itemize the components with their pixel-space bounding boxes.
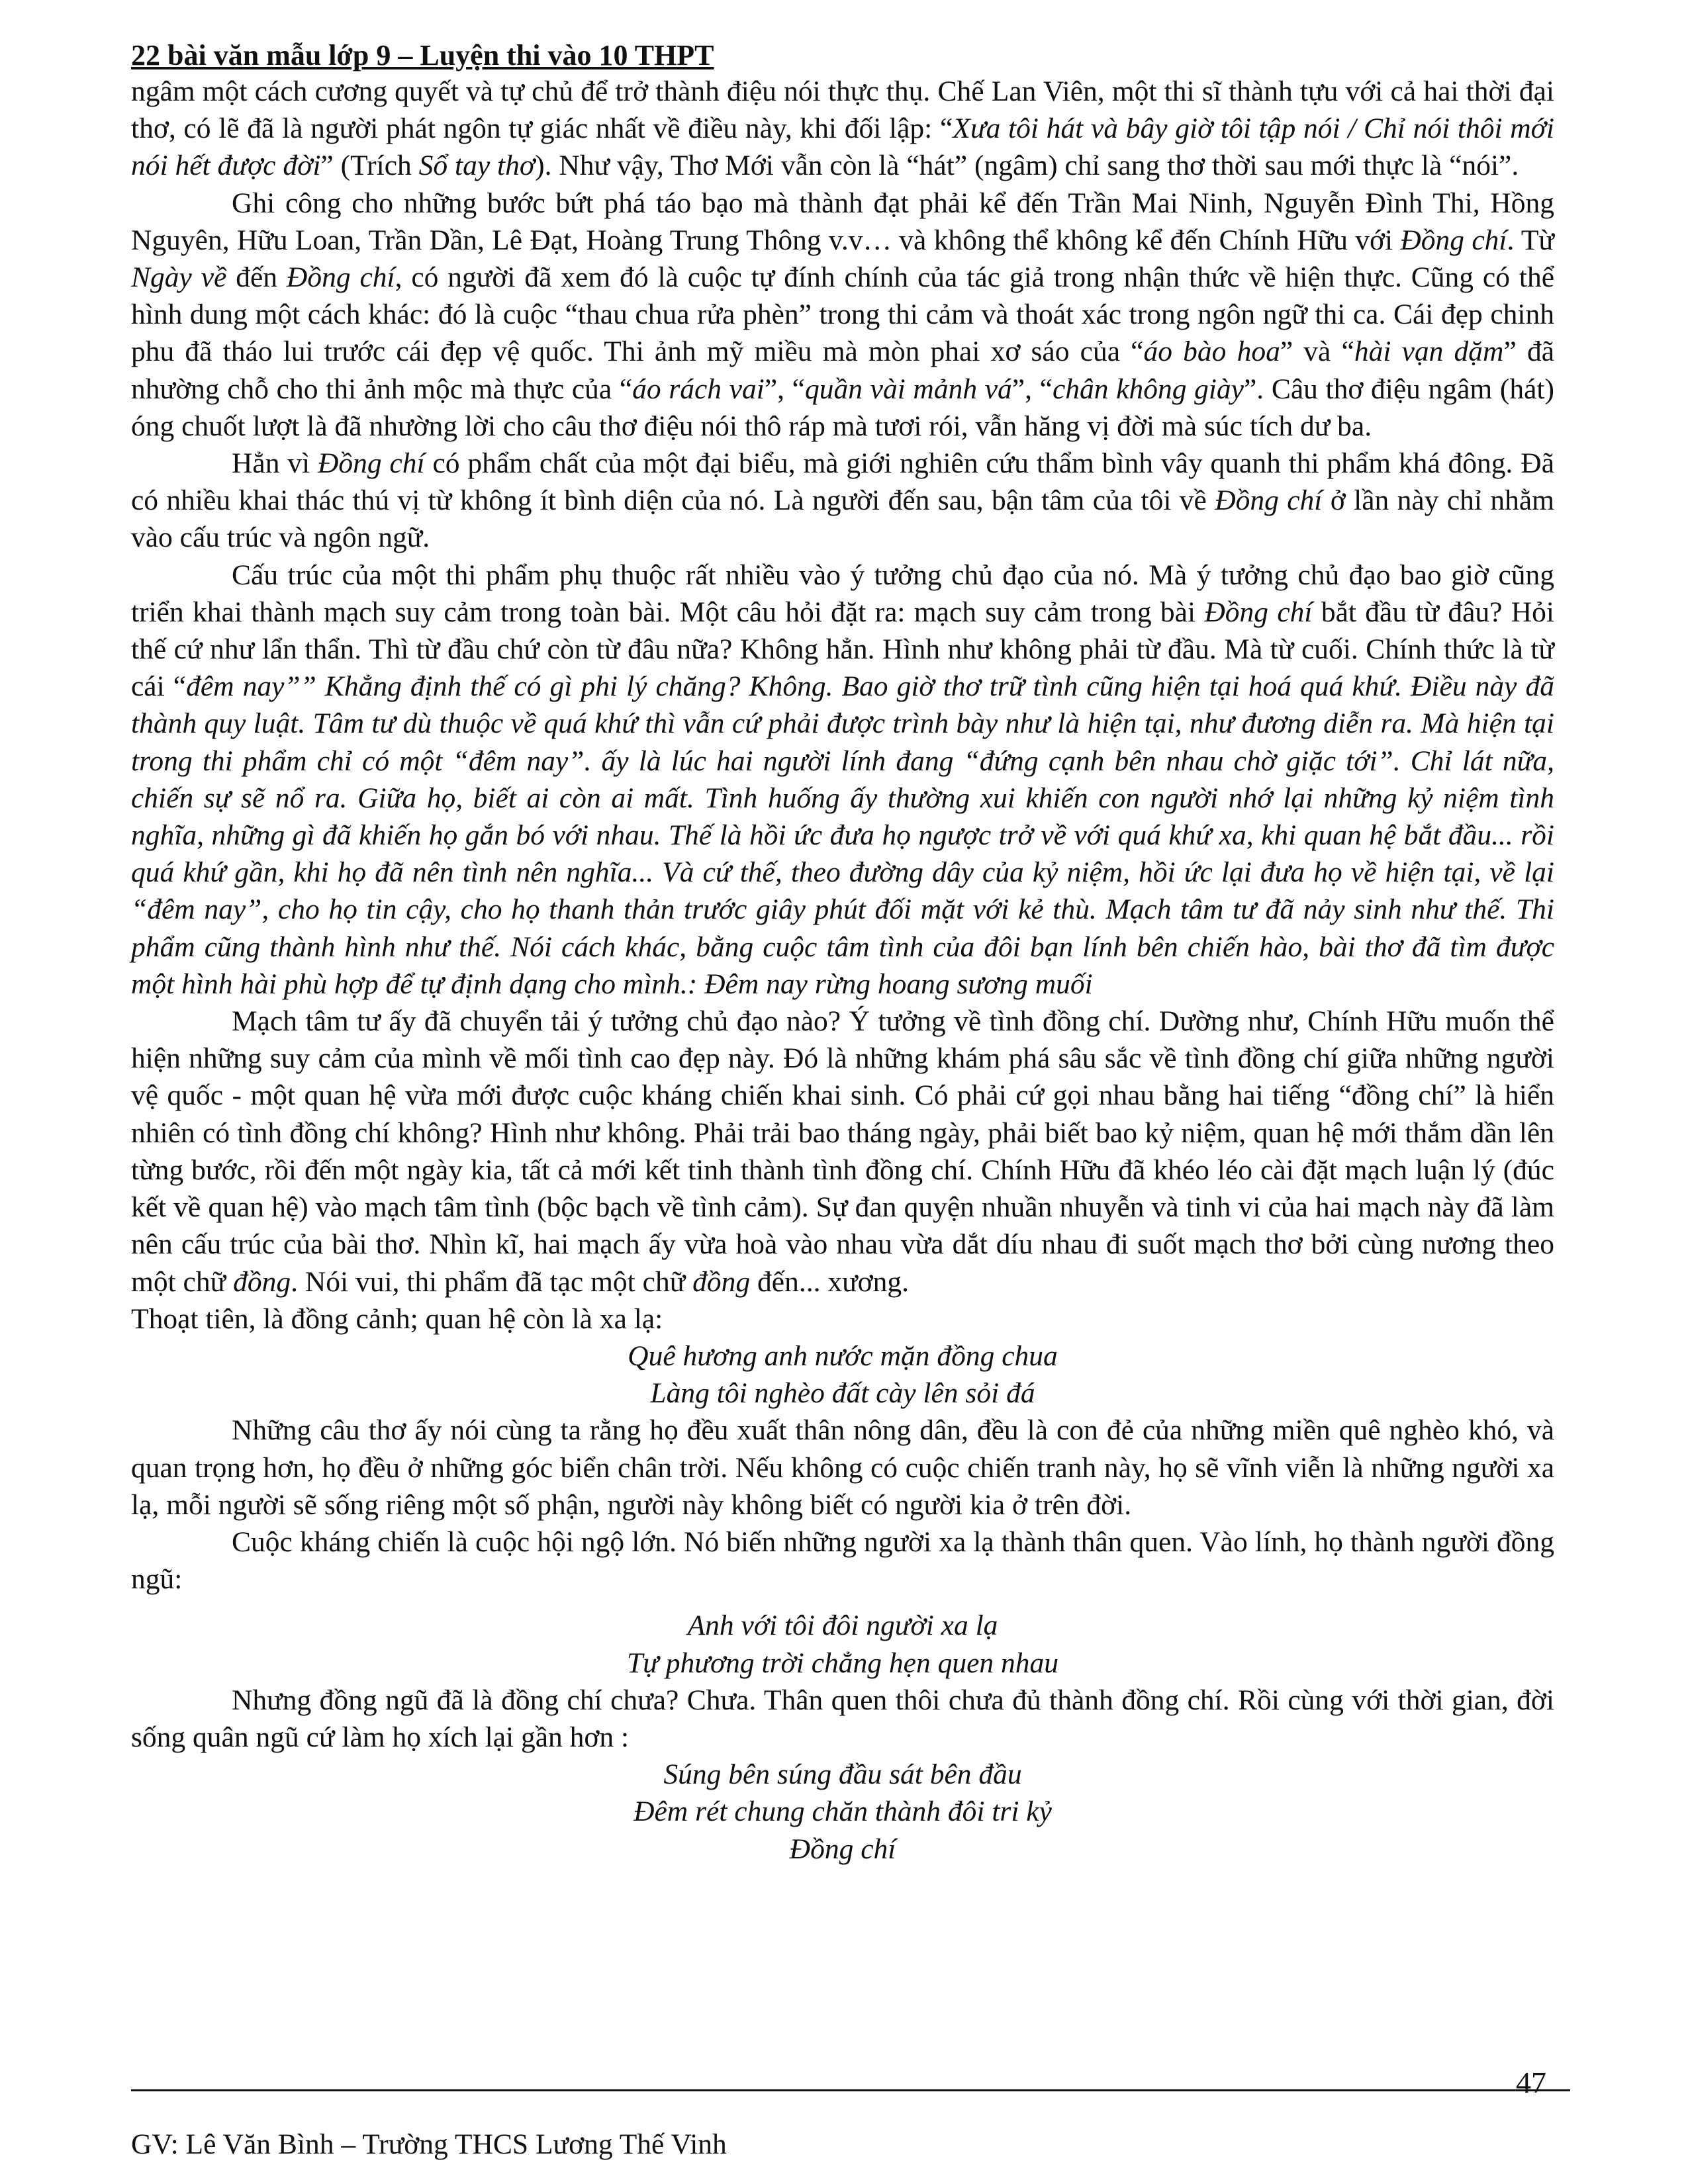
paragraph-8: Cuộc kháng chiến là cuộc hội ngộ lớn. Nó biến những người xa lạ thành thân quen. Vào lính, họ thành người đồng ngũ: <box>131 1525 1554 1596</box>
paragraph-9: Nhưng đồng ngũ đã là đồng chí chưa? Chưa. Thân quen thôi chưa đủ thành đồng chí. Rồi cùng với thời gian, đời sống quân ngũ cứ làm họ xích lại gần hơn : <box>131 1684 1554 1753</box>
paragraph-3: Hẳn vì Đồng chí có phẩm chất của một đại biểu, mà giới nghiên cứu thẩm bình vây quanh thi phẩm khá đông. Đã có nhiều khai thác thú vị từ không ít bình diện của nó. Là người đến sau, bận tâm của tôi về Đồng chí ở lần này chỉ nhằm vào cấu trúc và ngôn ngữ. <box>131 447 1554 554</box>
footer-divider <box>131 2089 1570 2091</box>
verse-line: Quê hương anh nước mặn đồng chua <box>628 1340 1058 1372</box>
verse-line: Tự phương trời chẳng hẹn quen nhau <box>626 1647 1059 1679</box>
paragraph-6: Thoạt tiên, là đồng cảnh; quan hệ còn là xa lạ: <box>131 1302 663 1335</box>
verse-line: Đồng chí <box>789 1833 896 1865</box>
page-number: 47 <box>1516 2066 1546 2099</box>
page-footer: GV: Lê Văn Bình – Trường THCS Lương Thế Vinh <box>131 2128 727 2160</box>
paragraph-7: Những câu thơ ấy nói cùng ta rằng họ đều xuất thân nông dân, đều là con đẻ của những miền quê nghèo khó, và quan trọng hơn, họ đều ở những góc biển chân trời. Nếu không có cuộc chiến tranh này, họ sẽ vĩnh viễn là những người xa lạ, mỗi người sẽ sống riêng một số phận, người này không biết có người kia ở trên đời. <box>131 1414 1554 1521</box>
paragraph-2: Ghi công cho những bước bứt phá táo bạo mà thành đạt phải kể đến Trần Mai Ninh, Nguyễn Đình Thi, Hồng Nguyên, Hữu Loan, Trần Dần, Lê Đạt, Hoàng Trung Thông v.v… và không thể không kể đến Chính Hữu với Đồng chí. Từ Ngày về đến Đồng chí, có người đã xem đó là cuộc tự đính chính của tác giả trong nhận thức về hiện thực. Cũng có thể hình dung một cách khác: đó là cuộc “thau chua rửa phèn” trong thi cảm và thoát xác trong ngôn ngữ thi ca. Cái đẹp chinh phu đã tháo lui trước cái đẹp vệ quốc. Thi ảnh mỹ miều mà mòn phai xơ sáo của “áo bào hoa” và “hài vạn dặm” đã nhường chỗ cho thi ảnh mộc mà thực của “áo rách vai”, “quần vài mảnh vá”, “chân không giày”. Câu thơ điệu ngâm (hát) óng chuốt lượt là đã nhường lời cho câu thơ điệu nói thô ráp mà tươi rói, vẫn hăng vị đời mà súc tích dư ba. <box>131 187 1555 442</box>
paragraph-5: Mạch tâm tư ấy đã chuyển tải ý tưởng chủ đạo nào? Ý tưởng về tình đồng chí. Dường như, Chính Hữu muốn thể hiện những suy cảm của mình về mối tình cao đẹp này. Đó là những khám phá sâu sắc về tình đồng chí giữa những người vệ quốc - một quan hệ vừa mới được cuộc kháng chiến khai sinh. Có phải cứ gọi nhau bằng hai tiếng “đồng chí” là hiển nhiên có tình đồng chí không? Hình như không. Phải trải bao tháng ngày, phải biết bao kỷ niệm, quan hệ mới thắm dần lên từng bước, rồi đến một ngày kia, tất cả mới kết tinh thành tình đồng chí. Chính Hữu đã khéo léo cài đặt mạch luận lý (đúc kết về quan hệ) vào mạch tâm tình (bộc bạch về tình cảm). Sự đan quyện nhuần nhuyễn và tinh vi của hai mạch này đã làm nên cấu trúc của bài thơ. Nhìn kĩ, hai mạch ấy vừa hoà vào nhau vừa dắt díu nhau đi suốt mạch thơ bởi cùng nương theo một chữ đồng. Nói vui, thi phẩm đã tạc một chữ đồng đến... xương. <box>131 1005 1554 1298</box>
paragraph-1: ngâm một cách cương quyết và tự chủ để trở thành điệu nói thực thụ. Chế Lan Viên, một thi sĩ thành tựu với cả hai thời đại thơ, có lẽ đã là người phát ngôn tự giác nhất về điều này, khi đối lập: “Xưa tôi hát và bây giờ tôi tập nói / Chỉ nói thôi mới nói hết được đời” (Trích Sổ tay thơ). Như vậy, Thơ Mới vẫn còn là “hát” (ngâm) chỉ sang thơ thời sau mới thực là “nói”. <box>131 75 1554 182</box>
page-header: 22 bài văn mẫu lớp 9 – Luyện thi vào 10 THPT <box>131 39 714 71</box>
verse-line: Làng tôi nghèo đất cày lên sỏi đá <box>650 1377 1035 1410</box>
body-text <box>131 73 1554 1868</box>
paragraph-4: Cấu trúc của một thi phẩm phụ thuộc rất nhiều vào ý tưởng chủ đạo của nó. Mà ý tưởng chủ đạo bao giờ cũng triển khai thành mạch suy cảm trong toàn bài. Một câu hỏi đặt ra: mạch suy cảm trong bài Đồng chí bắt đầu từ đâu? Hỏi thế cứ như lẩn thẩn. Thì từ đầu chứ còn từ đâu nữa? Không hẳn. Hình như không phải từ đầu. Mà từ cuối. Chính thức là từ cái “đêm nay”” Khẳng định thế có gì phi lý chăng? Không. Bao giờ thơ trữ tình cũng hiện tại hoá quá khứ. Điều này đã thành quy luật. Tâm tư dù thuộc về quá khứ thì vẫn cứ phải được trình bày như là hiện tại, như đương diễn ra. Mà hiện tại trong thi phẩm chỉ có một “đêm nay”. ấy là lúc hai người lính đang “đứng cạnh bên nhau chờ giặc tới”. Chỉ lát nữa, chiến sự sẽ nổ ra. Giữa họ, biết ai còn ai mất. Tình huống ấy thường xui khiến con người nhớ lại những kỷ niệm tình nghĩa, những gì đã khiến họ gắn bó với nhau. Thế là hồi ức đưa họ ngược trở về với quá khứ xa, khi quan hệ bắt đầu... rồi quá khứ gần, khi họ đã nên tình nên nghĩa... Và cứ thế, theo đường dây của kỷ niệm, hồi ức lại đưa họ về hiện tại, về lại “đêm nay”, cho họ tin cậy, cho họ thanh thản trước giây phút đối mặt với kẻ thù. Mạch tâm tư đã nảy sinh như thế. Thi phẩm cũng thành hình như thế. Nói cách khác, bằng cuộc tâm tình của đôi bạn lính bên chiến hào, bài thơ đã tìm được một hình hài phù hợp để tự định dạng cho mình.: Đêm nay rừng hoang sương muối <box>131 559 1555 1000</box>
verse-line: Anh với tôi đôi người xa lạ <box>687 1610 998 1642</box>
verse-line: Đêm rét chung chăn thành đôi tri kỷ <box>633 1796 1052 1828</box>
verse-line: Súng bên súng đầu sát bên đầu <box>663 1758 1022 1791</box>
